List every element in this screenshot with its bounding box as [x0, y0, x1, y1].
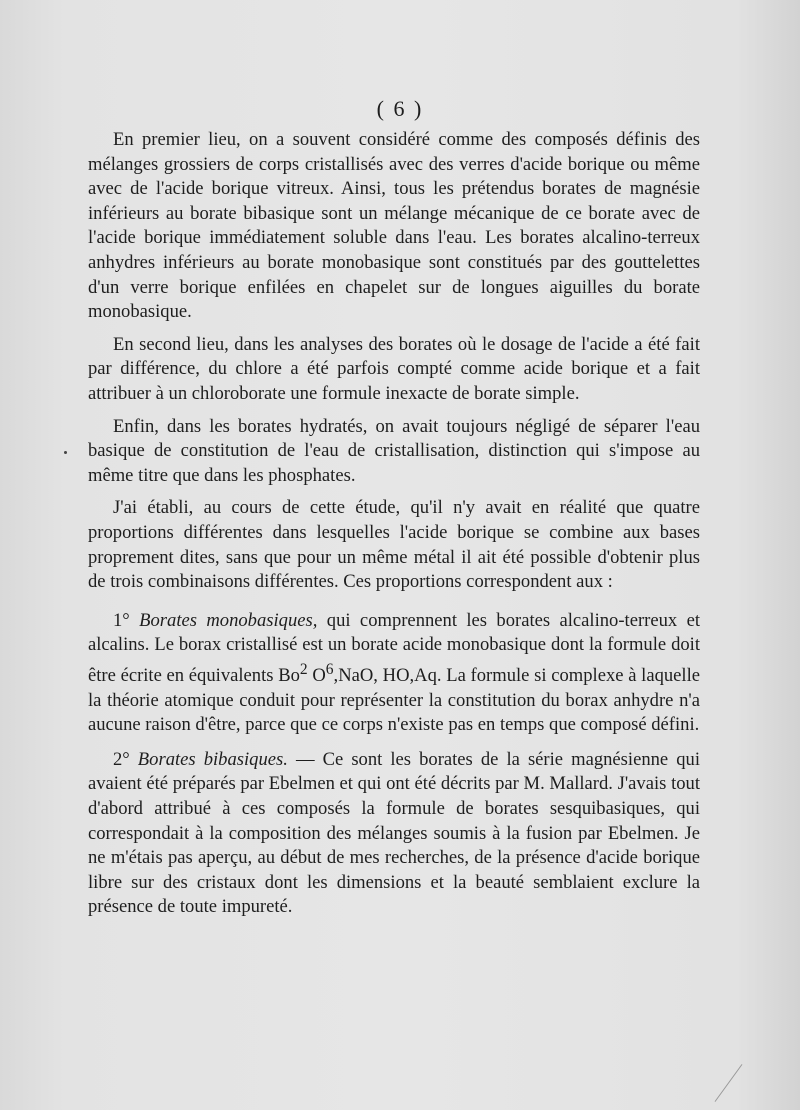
- paragraph-etabli: J'ai établi, au cours de cette étude, qu'il n'y avait en réalité que quatre proportions différentes dans lesquelles l'acide borique se combine aux bases proprement dites, sans que pour un même métal il ait été possible d'obtenir plus de trois combinaisons différentes. Ces proportions correspondent aux :: [88, 497, 700, 593]
- list-item-text: — Ce sont les borates de la série magnésienne qui avaient été préparés par Ebelmen et qui ont été décrits par M. Mallard. J'avais tout d'abord attribué à ces composés la formule de borates sesquibasiques, qui correspondait à la composition des mélanges soumis à la fusion par Ebelmen. Je ne m'étais pas aperçu, au début de mes recherches, de la présence d'acide borique libre sur des cristaux dont les dimensions et la beauté semblaient exclure la présence de toute impureté.: [88, 748, 700, 918]
- list-item-monobasiques: [88, 609, 700, 738]
- paragraph-premier-lieu: En premier lieu, on a souvent considéré comme des composés définis des mélanges grossiers de corps cristallisés avec des verres d'acide borique ou même avec de l'acide borique vitreux. Ainsi, tous les prétendus borates de magnésie inférieurs au borate bibasique sont un mélange mécanique de ce borate avec de l'acide borique immédiatement soluble dans l'eau. Les borates alcalino-terreux anhydres inférieurs au borate monobasique sont constitués par des gouttelettes d'un verre borique enfilées en chapelet sur de longues aiguilles du borate monobasique.: [88, 129, 700, 323]
- ink-speck: [64, 451, 67, 454]
- list-item-number: 2°: [113, 748, 130, 770]
- list-item-text: qui comprennent les borates alcalino-terreux et alcalins. Le borax cristallisé est un borate acide monobasique dont la formule doit être écrite en équivalents Bo: [88, 609, 700, 687]
- list-item-title: Borates bibasiques.: [137, 748, 288, 770]
- paragraph-enfin: Enfin, dans les borates hydratés, on avait toujours négligé de séparer l'eau basique de constitution de l'eau de cristallisation, distinction qui s'impose au même titre que dans les phosphates.: [88, 415, 700, 486]
- list-item-text: O: [307, 665, 326, 687]
- formula-superscript: 6: [325, 660, 334, 678]
- list-item-bibasiques: [88, 748, 700, 920]
- paper-scratch: [715, 1064, 743, 1102]
- list-item-title: Borates monobasiques,: [139, 609, 318, 631]
- formula-superscript: 2: [299, 660, 308, 678]
- body-text: [88, 128, 700, 920]
- paragraph-second-lieu: En second lieu, dans les analyses des borates où le dosage de l'acide a été fait par différence, du chlore a été parfois compté comme acide borique et a fait attribuer à un chloroborate une formule inexacte de borate simple.: [88, 333, 700, 404]
- list-item-number: 1°: [113, 609, 130, 631]
- list-item-text: ,NaO, HO,Aq. La formule si complexe à laquelle la théorie atomique conduit pour représenter la constitution du borax anhydre n'a aucune raison d'être, parce que ce corps n'existe pas en temps que composé défini.: [88, 665, 701, 736]
- page-number: ( 6 ): [376, 96, 424, 121]
